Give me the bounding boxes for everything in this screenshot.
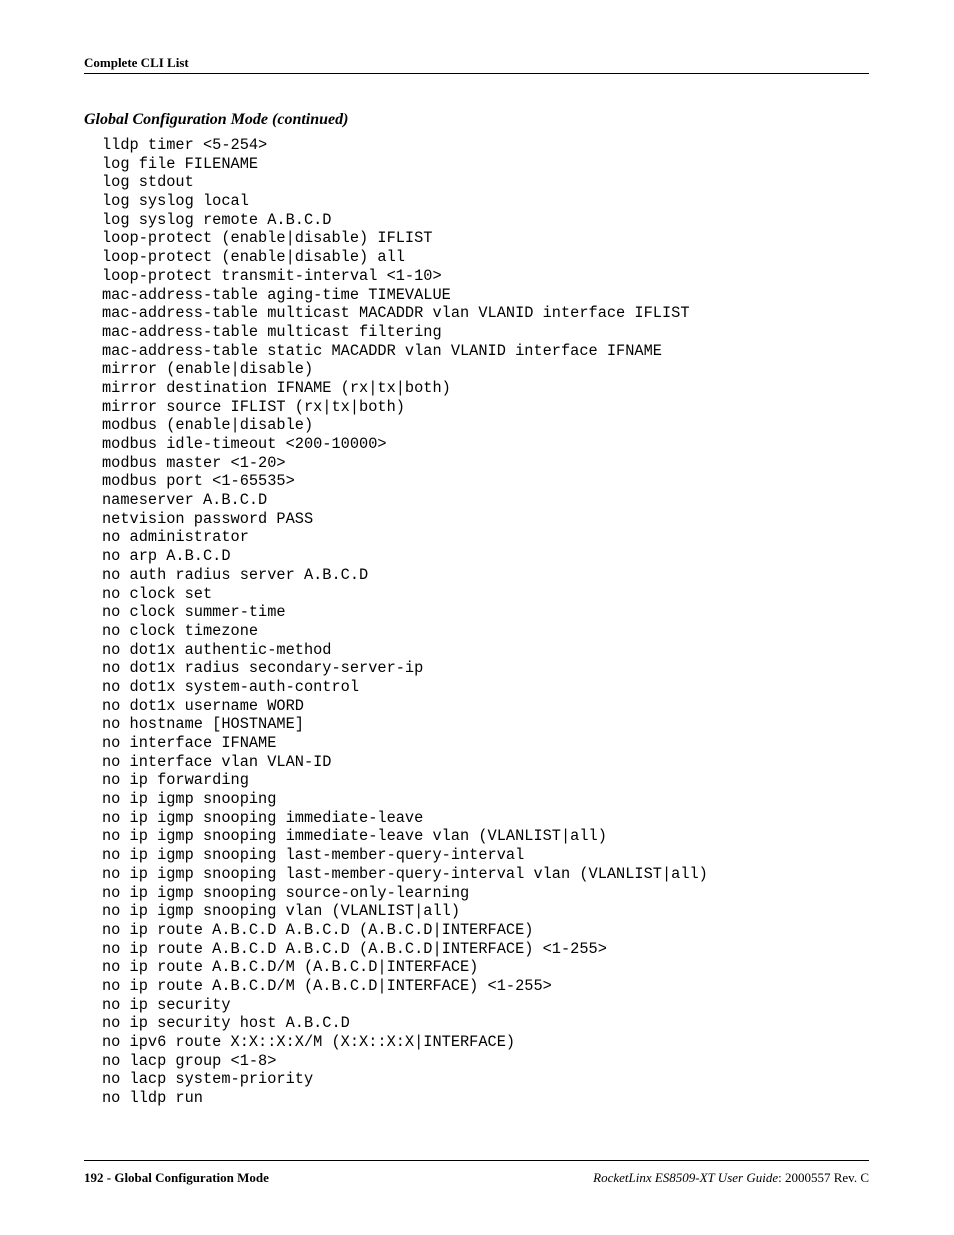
command-line: no clock timezone [102, 621, 259, 640]
command-line: mirror destination IFNAME (rx|tx|both) [102, 378, 451, 397]
command-line: modbus master <1-20> [102, 453, 286, 472]
command-line: loop-protect (enable|disable) all [102, 248, 405, 267]
command-line: no dot1x username WORD [102, 696, 304, 715]
command-line: no ip forwarding [102, 771, 249, 790]
command-line: no dot1x radius secondary-server-ip [102, 659, 424, 678]
footer-guide-name: RocketLinx ES8509-XT User Guide [593, 1170, 779, 1185]
command-line: loop-protect transmit-interval <1-10> [102, 266, 442, 285]
command-line: no ip security [102, 995, 231, 1014]
header-rule [84, 73, 869, 74]
command-line: no interface vlan VLAN-ID [102, 752, 332, 771]
command-line: log syslog local [102, 192, 249, 211]
command-line: no arp A.B.C.D [102, 547, 231, 566]
footer-doc-number: : 2000557 Rev. C [778, 1170, 869, 1185]
section-heading: Global Configuration Mode (continued) [84, 111, 349, 128]
command-line: modbus idle-timeout <200-10000> [102, 435, 387, 453]
command-line: no ip igmp snooping last-member-query-interval vlan (VLANLIST|all) [102, 864, 708, 883]
command-line: modbus (enable|disable) [102, 416, 314, 435]
command-line: no ip igmp snooping [102, 790, 277, 809]
command-line: mac-address-table multicast MACADDR vlan VLANID interface IFLIST [102, 304, 690, 323]
command-line: netvision password PASS [102, 509, 314, 528]
command-line: log stdout [102, 173, 194, 192]
command-line: mac-address-table static MACADDR vlan VLANID interface IFNAME [102, 341, 662, 360]
command-line: no ip security host A.B.C.D [102, 1014, 350, 1033]
command-line: no clock set [102, 584, 213, 603]
command-line: no ip igmp snooping last-member-query-interval [102, 846, 525, 865]
command-list [102, 136, 708, 1108]
command-line: no ip route A.B.C.D/M (A.B.C.D|INTERFACE) <1-255> [102, 976, 552, 995]
command-line: loop-protect (enable|disable) IFLIST [102, 229, 433, 248]
command-line: no hostname [HOSTNAME] [102, 715, 304, 734]
command-line: no auth radius server A.B.C.D [102, 565, 369, 584]
command-line: mirror (enable|disable) [102, 360, 314, 379]
command-line: no ip igmp snooping vlan (VLANLIST|all) [102, 902, 461, 921]
command-line: mirror source IFLIST (rx|tx|both) [102, 397, 405, 416]
running-header: Complete CLI List [84, 55, 189, 70]
command-line: no ip route A.B.C.D A.B.C.D (A.B.C.D|INTERFACE) [102, 920, 534, 939]
command-line: no lacp system-priority [102, 1070, 314, 1089]
footer-document-title [593, 1170, 869, 1186]
command-line: mac-address-table multicast filtering [102, 322, 442, 341]
command-line: no dot1x system-auth-control [102, 677, 360, 696]
command-line: nameserver A.B.C.D [102, 491, 268, 510]
command-line: lldp timer <5-254> [102, 136, 268, 154]
command-line: no administrator [102, 528, 249, 547]
command-line: no clock summer-time [102, 603, 286, 622]
command-line: no lldp run [102, 1089, 203, 1108]
command-line: log syslog remote A.B.C.D [102, 210, 332, 229]
command-line: no ip route A.B.C.D/M (A.B.C.D|INTERFACE) [102, 958, 479, 977]
command-line: mac-address-table aging-time TIMEVALUE [102, 285, 451, 304]
footer-rule [84, 1160, 869, 1161]
command-line: log file FILENAME [102, 154, 259, 173]
command-line: no interface IFNAME [102, 734, 277, 752]
command-line: modbus port <1-65535> [102, 472, 295, 491]
command-line: no lacp group <1-8> [102, 1051, 277, 1070]
footer-page-label: 192 - Global Configuration Mode [84, 1170, 269, 1185]
command-line: no ip route A.B.C.D A.B.C.D (A.B.C.D|INTERFACE) <1-255> [102, 939, 607, 958]
command-line: no dot1x authentic-method [102, 640, 332, 659]
command-line: no ip igmp snooping immediate-leave [102, 808, 424, 827]
command-line: no ipv6 route X:X::X:X/M (X:X::X:X|INTERFACE) [102, 1033, 516, 1051]
command-line: no ip igmp snooping source-only-learning [102, 883, 470, 902]
command-line: no ip igmp snooping immediate-leave vlan (VLANLIST|all) [102, 827, 607, 846]
